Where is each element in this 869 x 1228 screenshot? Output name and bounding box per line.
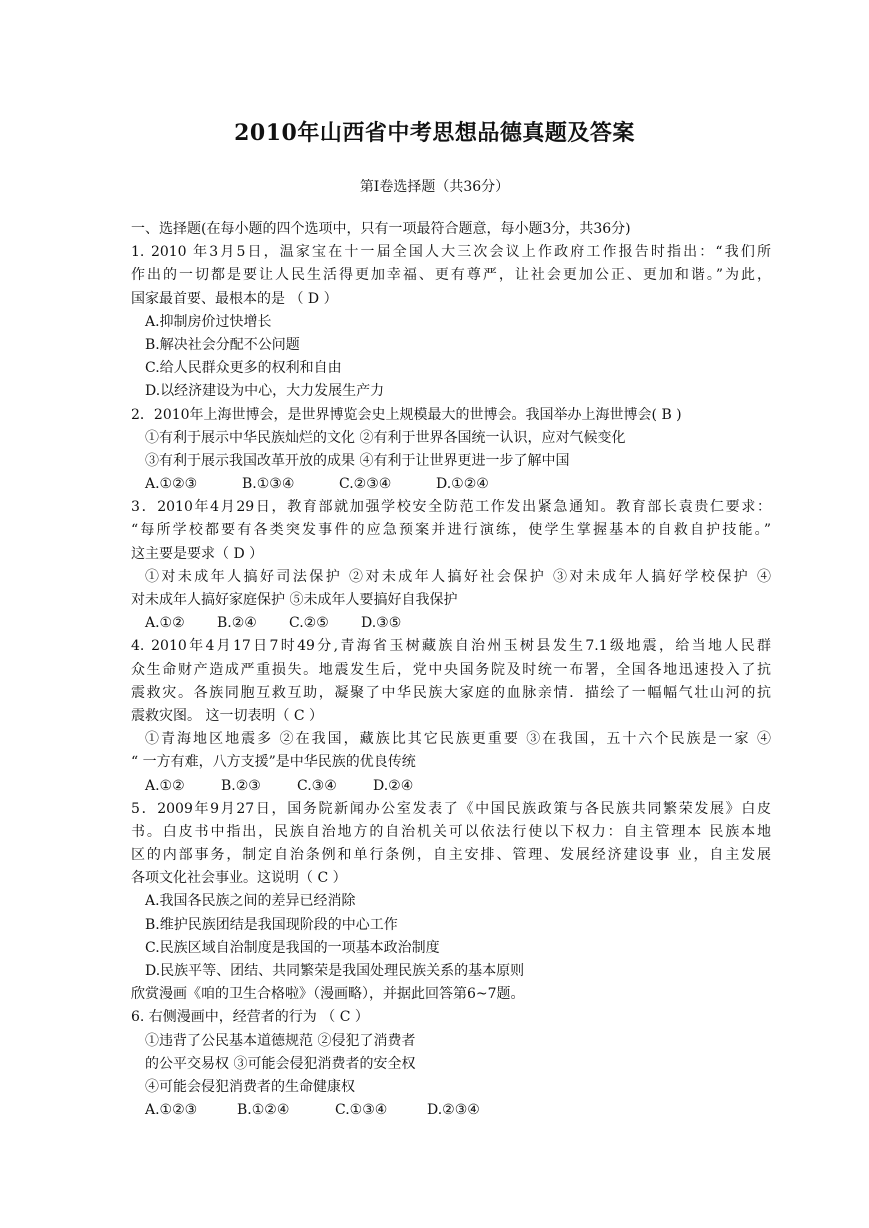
q6-choice: A.①②③ (145, 1102, 198, 1119)
q3-choices (131, 612, 771, 635)
q4-choice: C.③④ (297, 777, 337, 794)
q3-item-line: 对未成年人搞好家庭保护 ⑤未成年人要搞好自我保护 (131, 592, 458, 608)
section-subtitle: 第Ⅰ卷选择题（共36分） (359, 179, 510, 195)
q6-stem: 6. 右侧漫画中，经营者的行为 （ C ） (131, 1009, 369, 1026)
q2-choice: B.①③④ (242, 476, 295, 493)
q2-choice: A.①②③ (145, 476, 198, 493)
q4-choice: D.②④ (373, 777, 414, 794)
q6-choices (131, 1099, 771, 1122)
q4-choices (131, 775, 771, 798)
q5-stem-line: 区的内部事务，制定自治条例和单行条例，自主安排、管理、发展经济建设事 业，自主发展 (131, 847, 771, 864)
q2-item-line: ③有利于展示我国改革开放的成果 ④有利于让世界更进一步了解中国 (145, 452, 570, 469)
q1-option: B.解决社会分配不公问题 (145, 336, 300, 353)
q5-stem-line: 5．2009年9月27日，国务院新闻办公室发表了《中国民族政策与各民族共同繁荣发展》白皮 (131, 800, 771, 817)
q3-stem-line: “每所学校都要有各类突发事件的应急预案并进行演练，使学生掌握基本的自救自护技能。” (131, 522, 771, 539)
q1-stem-line: 1. 2010 年3月5日，温家宝在十一届全国人大三次会议上作政府工作报告时指出：“我们所 (131, 244, 771, 261)
question-body (131, 218, 771, 1122)
q3-choice: D.③⑤ (361, 615, 402, 632)
q6-choice: C.①③④ (335, 1102, 388, 1119)
q1-stem-line: 国家最首要、最根本的是 （ D ） (131, 290, 338, 307)
q4-choice: B.②③ (221, 777, 261, 794)
q4-stem-line: 震救灾。各族同胞互救互助，凝聚了中华民族大家庭的血脉亲情．描绘了一幅幅气壮山河的抗 (131, 684, 771, 701)
q4-item-line: “ 一方有难，八方支援”是中华民族的优良传统 (131, 754, 416, 771)
q5-stem-line: 各项文化社会事业。这说明（ C ） (131, 870, 347, 887)
q6-item-line: ①违背了公民基本道德规范 ②侵犯了消费者 (145, 1032, 416, 1049)
q6-item-line: ④可能会侵犯消费者的生命健康权 (145, 1078, 355, 1095)
page-title: 2010年山西省中考思想品德真题及答案 (234, 120, 635, 146)
q4-choice: A.①② (145, 777, 185, 794)
q1-stem-line: 作出的一切都是要让人民生活得更加幸福、更有尊严，让社会更加公正、更加和谐。”为此， (131, 267, 771, 284)
q4-stem-line: 众生命财产造成严重损失。地震发生后，党中央国务院及时统一布署，全国各地迅速投入了抗 (131, 661, 771, 678)
q3-stem-line: 这主要是要求（ D ） (131, 545, 264, 562)
q2-stem: 2．2010年上海世博会，是世界博览会史上规模最大的世博会。我国举办上海世博会( B ) (131, 406, 682, 423)
q5-option: C.民族区域自治制度是我国的一项基本政治制度 (145, 939, 440, 956)
q4-item-line: ①青海地区地震多 ②在我国，藏族比其它民族更重要 ③在我国，五十六个民族是一家 ④ (145, 731, 771, 748)
q2-item-line: ①有利于展示中华民族灿烂的文化 ②有利于世界各国统一认识，应对气候变化 (145, 429, 626, 446)
q3-choice: B.②④ (217, 615, 257, 632)
q6-choice: D.②③④ (427, 1102, 480, 1119)
q5-option: B.维护民族团结是我国现阶段的中心工作 (145, 916, 398, 933)
q3-choice: A.①② (145, 615, 185, 632)
section-heading: 一、选择题(在每小题的四个选项中，只有一项最符合题意，每小题3分，共36分) (131, 221, 631, 237)
q6-item-line: 的公平交易权 ③可能会侵犯消费者的安全权 (145, 1055, 416, 1072)
q5-option: D.民族平等、团结、共同繁荣是我国处理民族关系的基本原则 (145, 963, 525, 979)
q1-option: C.给人民群众更多的权利和自由 (145, 360, 342, 377)
q2-choice: D.①②④ (436, 476, 489, 493)
q3-item-line: ①对未成年人搞好司法保护 ②对未成年人搞好社会保护 ③对未成年人搞好学校保护 ④ (145, 568, 771, 585)
q6-choice: B.①②④ (237, 1102, 290, 1119)
q1-option: A.抑制房价过快增长 (145, 313, 272, 330)
q2-choice: C.②③④ (339, 476, 392, 493)
q3-stem-line: 3．2010年4月29日，教育部就加强学校安全防范工作发出紧急通知。教育部长袁贵仁要求： (131, 499, 771, 516)
q2-choices (131, 473, 771, 496)
q3-choice: C.②⑤ (289, 615, 329, 632)
cartoon-note: 欣赏漫画《咱的卫生合格啦》（漫画略），并据此回答第6~7题。 (131, 986, 525, 1003)
q5-stem-line: 书。白皮书中指出，民族自治地方的自治机关可以依法行使以下权力：自主管理本 民族本地 (131, 823, 771, 840)
q4-stem-line: 4. 2010年4月17日7时49分,青海省玉树藏族自治州玉树县发生7.1级地震，给当地人民群 (131, 638, 771, 655)
q4-stem-line: 震救灾图。 这一切表明（ C ） (131, 707, 324, 724)
q1-option: D.以经济建设为中心，大力发展生产力 (145, 383, 385, 400)
q5-option: A.我国各民族之间的差异已经消除 (145, 893, 356, 910)
